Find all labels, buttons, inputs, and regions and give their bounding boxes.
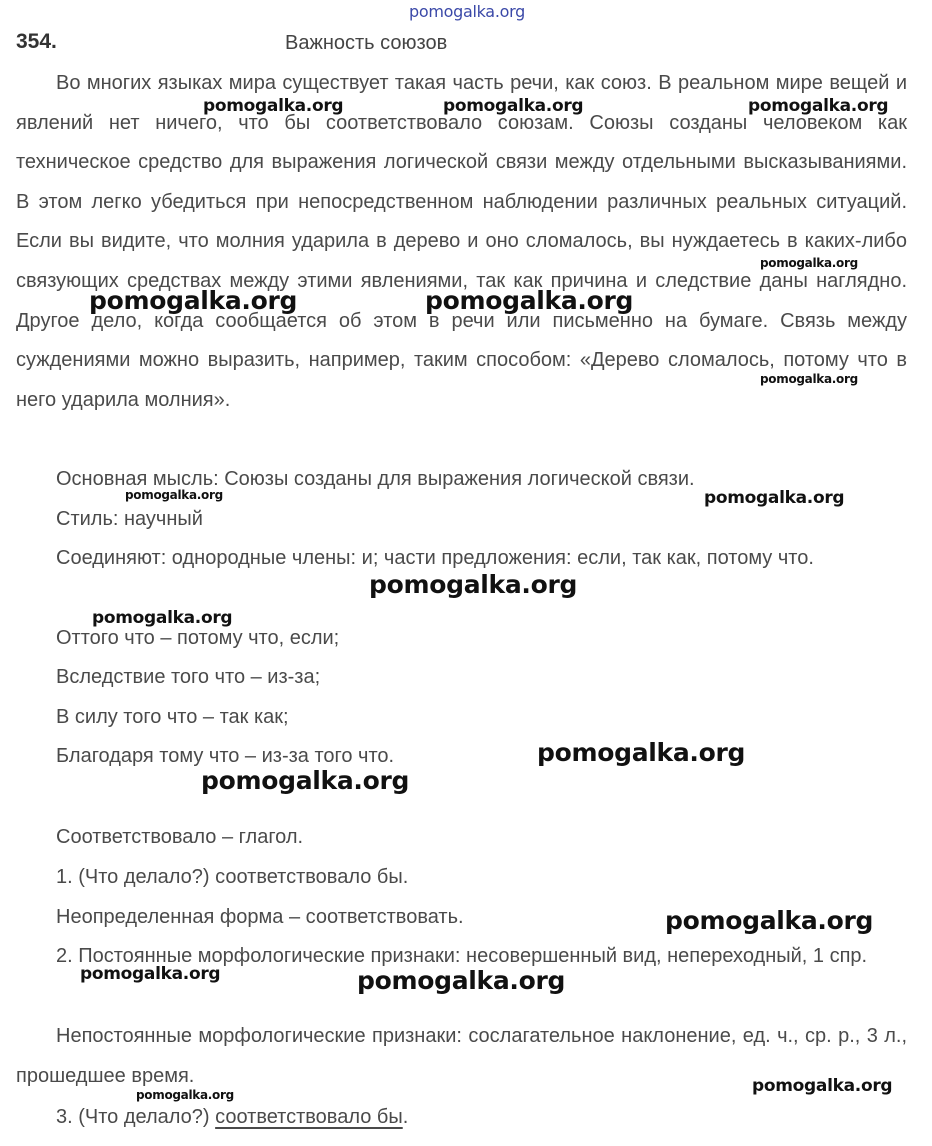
watermark: pomogalka.org — [704, 488, 845, 508]
watermark: pomogalka.org — [752, 1076, 893, 1096]
watermark: pomogalka.org — [760, 256, 858, 270]
watermark: pomogalka.org — [125, 488, 223, 502]
synonym-line-4: Благодаря тому что – из-за того что. — [56, 745, 395, 767]
connect-line: Соединяют: однородные члены: и; части предложения: если, так как, потому что. — [56, 547, 814, 569]
watermark: pomogalka.org — [665, 906, 874, 935]
morph-item-3-suffix: . — [402, 1106, 409, 1128]
watermark: pomogalka.org — [748, 96, 889, 116]
watermark: pomogalka.org — [425, 286, 634, 315]
watermark: pomogalka.org — [80, 964, 221, 984]
exercise-title: Важность союзов — [285, 32, 448, 54]
morph-nonconstant: Непостоянные морфологические признаки: сослагательное наклонение, ед. ч., ср. р., 3 л., прошедшее время. — [16, 1025, 907, 1087]
style-line: Стиль: научный — [56, 508, 203, 530]
synonym-line-2: Вследствие того что – из-за; — [56, 666, 321, 688]
morph-heading: Соответствовало – глагол. — [56, 826, 304, 848]
watermark: pomogalka.org — [92, 608, 233, 628]
morph-item-3-underlined: соответствовало бы — [215, 1106, 403, 1128]
main-idea-line: Основная мысль: Союзы созданы для выражения логической связи. — [56, 468, 695, 490]
watermark: pomogalka.org — [760, 372, 858, 386]
morph-item-2: 2. Постоянные морфологические признаки: несовершенный вид, непереходный, 1 спр. — [56, 945, 868, 967]
watermark: pomogalka.org — [537, 738, 746, 767]
watermark: pomogalka.org — [443, 96, 584, 116]
synonym-line-3: В силу того что – так как; — [56, 706, 289, 728]
main-text-paragraph: Во многих языках мира существует такая часть речи, как союз. В реальном мире вещей и явлений нет ничего, что бы соответствовало союзам. Союзы созданы человеком как техническое средство для выражения логической связи между отдельными высказываниями. В этом легко убедиться при непосредственном наблюдении различных реальных ситуаций. Если вы видите, что молния ударила в дерево и оно сломалось, вы нуждаетесь в каких-либо связующих средствах между этими явлениями, так как причина и следствие даны наглядно. Другое дело, когда сообщается об этом в речи или письменно на бумаге. Связь между суждениями можно выразить, например, таким способом: «Дерево сломалось, потому что в него ударила молния». — [16, 72, 907, 411]
watermark: pomogalka.org — [203, 96, 344, 116]
morph-item-3 — [56, 1104, 408, 1130]
morph-item-1: 1. (Что делало?) соответствовало бы. — [56, 866, 409, 888]
morph-item-3-prefix: 3. (Что делало?) — [56, 1106, 216, 1128]
morph-infinitive: Неопределенная форма – соответствовать. — [56, 906, 464, 928]
watermark: pomogalka.org — [369, 570, 578, 599]
watermark: pomogalka.org — [89, 286, 298, 315]
watermark: pomogalka.org — [201, 766, 410, 795]
exercise-number: 354. — [16, 30, 57, 53]
watermark: pomogalka.org — [136, 1088, 234, 1102]
watermark: pomogalka.org — [357, 966, 566, 995]
watermark: pomogalka.org — [409, 2, 525, 21]
synonym-line-1: Оттого что – потому что, если; — [56, 627, 340, 649]
